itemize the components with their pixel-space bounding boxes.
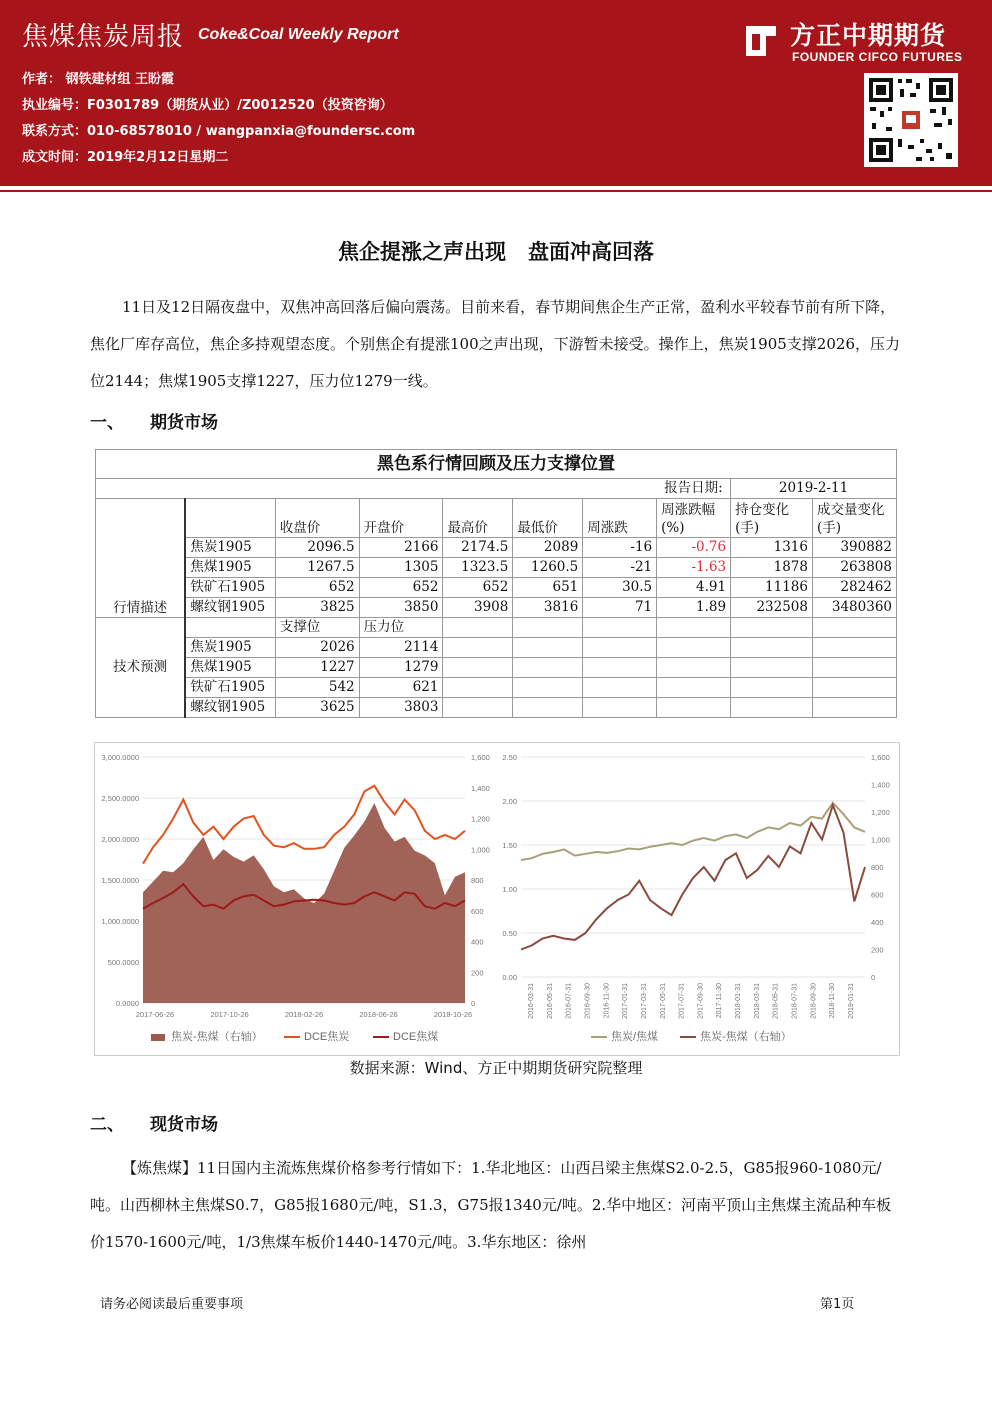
- cell-chg: -21: [583, 558, 657, 578]
- x-tick-label: 2018-11-30: [829, 983, 837, 1019]
- table-caption: 黑色系行情回顾及压力支撑位置: [96, 450, 897, 479]
- series-area: [143, 803, 465, 1003]
- header-oi-l2: (手): [735, 520, 760, 536]
- row-name: 焦炭1905: [185, 538, 275, 558]
- empty-cell: [657, 678, 731, 698]
- y-left-tick-label: 1,500.0000: [101, 876, 139, 885]
- x-tick-label: 2016-03-31: [528, 983, 535, 1019]
- empty-cell: [657, 618, 731, 638]
- x-tick-label: 2017-11-30: [716, 983, 724, 1019]
- cell-high: 3908: [443, 598, 513, 618]
- table-row: [96, 678, 897, 698]
- x-tick-label: 2016-11-30: [603, 983, 611, 1019]
- cell-vol: 390882: [812, 538, 896, 558]
- header-oi-change: [731, 499, 813, 538]
- cell-resist: 1279: [359, 658, 443, 678]
- date-line: 成文时间：2019年2月12日星期二: [22, 150, 229, 165]
- y-right-tick-label: 800: [871, 863, 884, 872]
- section-number: 一、: [90, 413, 124, 433]
- cell-pct: -1.63: [657, 558, 731, 578]
- section-spot-heading: [90, 1110, 218, 1135]
- legend-swatch: [151, 1034, 165, 1041]
- x-tick-label: 2018-03-31: [753, 983, 761, 1019]
- empty-cell: [583, 618, 657, 638]
- y-right-tick-label: 1,600: [471, 753, 490, 762]
- empty-cell: [731, 618, 813, 638]
- cell-support: 1227: [275, 658, 359, 678]
- chart-spread-left: [95, 743, 495, 1053]
- header-high: 最高价: [443, 499, 513, 538]
- y-left-tick-label: 0.00: [502, 973, 517, 982]
- empty-cell: [513, 638, 583, 658]
- header-blank: [185, 618, 275, 638]
- report-header: [0, 0, 992, 186]
- empty-cell: [812, 698, 896, 718]
- cell-vol: 263808: [812, 558, 896, 578]
- cell-low: 2089: [513, 538, 583, 558]
- footer-disclaimer: 请务必阅读最后重要事项: [100, 1297, 244, 1312]
- empty-cell: [513, 698, 583, 718]
- table-row: [96, 618, 897, 638]
- footer-page-number: 第1页: [820, 1297, 855, 1312]
- series-line: [521, 805, 865, 949]
- header-close: 收盘价: [275, 499, 359, 538]
- row-name: 螺纹钢1905: [185, 598, 275, 618]
- cell-chg: 71: [583, 598, 657, 618]
- header-blank: [185, 499, 275, 538]
- cell-oi: 1316: [731, 538, 813, 558]
- y-left-tick-label: 1,000.0000: [101, 917, 139, 926]
- company-name-cn: 方正中期期货: [790, 21, 947, 50]
- y-right-tick-label: 1,400: [871, 780, 890, 790]
- empty-cell: [583, 658, 657, 678]
- header-vol-l1: 成交量变化: [816, 502, 885, 518]
- blank-cell: [96, 479, 657, 499]
- x-tick-label: 2017-10-26: [210, 1010, 249, 1019]
- y-right-tick-label: 0: [871, 973, 876, 982]
- x-tick-label: 2018-10-26: [433, 1010, 473, 1019]
- section-title: 期货市场: [150, 413, 218, 433]
- header-weekly-pct-l2: (%): [661, 520, 685, 536]
- y-right-tick-label: 1,000: [471, 845, 490, 855]
- cell-resist: 621: [359, 678, 443, 698]
- row-name: 螺纹钢1905: [185, 698, 275, 718]
- section-number: 二、: [90, 1115, 124, 1135]
- y-left-tick-label: 2,500.0000: [101, 794, 139, 803]
- cell-chg: 30.5: [583, 578, 657, 598]
- row-name: 焦煤1905: [185, 558, 275, 578]
- cell-chg: -16: [583, 538, 657, 558]
- group-tech-forecast: 技术预测: [96, 618, 186, 718]
- x-tick-label: 2019-01-31: [848, 983, 855, 1019]
- y-left-tick-label: 0.0000: [116, 999, 139, 1008]
- y-right-tick-label: 1,200: [471, 814, 490, 824]
- y-left-tick-label: 1.00: [502, 885, 517, 894]
- cell-pct: 1.89: [657, 598, 731, 618]
- empty-cell: [812, 638, 896, 658]
- empty-cell: [657, 698, 731, 718]
- header-oi-l1: 持仓变化: [735, 502, 790, 518]
- x-tick-label: 2017-09-30: [697, 983, 705, 1019]
- empty-cell: [812, 618, 896, 638]
- empty-cell: [513, 678, 583, 698]
- cell-close: 3825: [275, 598, 359, 618]
- cell-support: 542: [275, 678, 359, 698]
- empty-cell: [731, 638, 813, 658]
- empty-cell: [812, 678, 896, 698]
- header-open: 开盘价: [359, 499, 443, 538]
- chart-ratio-right: [495, 743, 897, 1053]
- table-row: [96, 538, 897, 558]
- y-left-tick-label: 2.00: [502, 797, 517, 806]
- report-title-cn: 焦煤焦炭周报: [22, 22, 185, 52]
- cell-low: 1260.5: [513, 558, 583, 578]
- y-right-tick-label: 800: [471, 876, 484, 885]
- header-weekly-pct-l1: 周涨跌幅: [661, 502, 716, 518]
- empty-cell: [731, 678, 813, 698]
- empty-cell: [443, 678, 513, 698]
- row-name: 焦煤1905: [185, 658, 275, 678]
- group-market-desc: 行情描述: [96, 499, 186, 618]
- cell-resist: 3803: [359, 698, 443, 718]
- header-weekly-pct: [657, 499, 731, 538]
- x-tick-label: 2016-07-31: [565, 983, 573, 1019]
- empty-cell: [443, 638, 513, 658]
- empty-cell: [513, 618, 583, 638]
- empty-cell: [443, 658, 513, 678]
- company-name-en: FOUNDER CIFCO FUTURES: [792, 50, 963, 64]
- header-low: 最低价: [513, 499, 583, 538]
- x-tick-label: 2017-01-31: [622, 983, 630, 1019]
- qr-code-icon: [864, 73, 958, 167]
- series-line: [521, 803, 865, 860]
- y-right-tick-label: 400: [871, 918, 884, 927]
- report-title-en: Coke&Coal Weekly Report: [198, 26, 399, 43]
- x-tick-label: 2018-05-31: [772, 983, 780, 1019]
- y-right-tick-label: 1,200: [871, 808, 890, 817]
- contact-line: 联系方式：010-68578010 / wangpanxia@foundersc.com: [22, 124, 416, 139]
- y-right-tick-label: 0: [471, 999, 476, 1008]
- legend-label: DCE焦炭: [304, 1031, 350, 1043]
- y-left-tick-label: 3,000.0000: [101, 753, 139, 762]
- cell-vol: 3480360: [812, 598, 896, 618]
- report-date-label: 报告日期:: [657, 479, 731, 499]
- x-tick-label: 2018-07-31: [791, 983, 799, 1019]
- cell-open: 3850: [359, 598, 443, 618]
- legend-label: 焦炭-焦煤（右轴）: [700, 1031, 792, 1043]
- cell-oi: 1878: [731, 558, 813, 578]
- empty-cell: [583, 638, 657, 658]
- header-support: 支撑位: [275, 618, 359, 638]
- y-right-tick-label: 200: [471, 968, 484, 978]
- cell-open: 2166: [359, 538, 443, 558]
- row-name: 铁矿石1905: [185, 578, 275, 598]
- y-left-tick-label: 0.50: [502, 929, 517, 938]
- header-weekly-change: 周涨跌: [583, 499, 657, 538]
- cell-close: 652: [275, 578, 359, 598]
- report-date-value: 2019-2-11: [731, 479, 897, 499]
- cell-open: 652: [359, 578, 443, 598]
- table-row: [96, 598, 897, 618]
- y-left-tick-label: 500.0000: [107, 958, 139, 967]
- x-tick-label: 2016-05-31: [546, 983, 554, 1019]
- company-logo-icon: [744, 24, 778, 58]
- cell-vol: 282462: [812, 578, 896, 598]
- empty-cell: [812, 658, 896, 678]
- header-vol-l2: (手): [816, 520, 842, 536]
- intro-paragraph: 11日及12日隔夜盘中，双焦冲高回落后偏向震荡。目前来看，春节期间焦企生产正常，盈利水平较春节前有所下降，焦化厂库存高位，焦企多持观望态度。个别焦企有提涨100之声出现，下游暂未接受。操作上，焦炭1905支撑2026，压力位2144；焦煤1905支撑1227，压力位1279一线。: [90, 298, 900, 390]
- x-tick-label: 2018-09-30: [810, 983, 818, 1019]
- x-tick-label: 2016-09-30: [584, 983, 592, 1019]
- cell-pct: -0.76: [657, 538, 731, 558]
- license-line: 执业编号：F0301789（期货从业）/Z0012520（投资咨询）: [22, 98, 393, 113]
- empty-cell: [513, 658, 583, 678]
- data-source-note: 数据来源：Wind、方正中期期货研究院整理: [349, 1059, 643, 1077]
- y-left-tick-label: 2,000.0000: [101, 835, 139, 844]
- empty-cell: [657, 638, 731, 658]
- cell-resist: 2114: [359, 638, 443, 658]
- y-right-tick-label: 400: [471, 937, 484, 947]
- cell-close: 1267.5: [275, 558, 359, 578]
- y-right-tick-label: 200: [871, 945, 884, 955]
- header-resist: 压力位: [359, 618, 443, 638]
- table-row: [96, 578, 897, 598]
- y-right-tick-label: 1,600: [871, 753, 890, 762]
- x-tick-label: 2018-02-26: [284, 1010, 324, 1019]
- author-line: 作者： 钢铁建材组 王盼霞: [22, 72, 175, 87]
- cell-high: 1323.5: [443, 558, 513, 578]
- header-vol-change: [812, 499, 896, 538]
- cell-oi: 11186: [731, 578, 813, 598]
- y-right-tick-label: 1,400: [471, 783, 490, 793]
- empty-cell: [731, 658, 813, 678]
- x-tick-label: 2017-03-31: [640, 983, 648, 1019]
- table-row: [96, 558, 897, 578]
- legend-label: 焦炭-焦煤（右轴）: [171, 1031, 263, 1043]
- article-title: 焦企提涨之声出现 盘面冲高回落: [338, 240, 654, 264]
- cell-pct: 4.91: [657, 578, 731, 598]
- table-row: [96, 698, 897, 718]
- cell-support: 3625: [275, 698, 359, 718]
- empty-cell: [443, 618, 513, 638]
- x-tick-label: 2017-05-31: [659, 983, 667, 1019]
- legend-label: DCE焦煤: [393, 1031, 439, 1043]
- y-right-tick-label: 1,000: [871, 835, 890, 845]
- table-row: [96, 638, 897, 658]
- cell-open: 1305: [359, 558, 443, 578]
- cell-high: 2174.5: [443, 538, 513, 558]
- row-name: 焦炭1905: [185, 638, 275, 658]
- cell-high: 652: [443, 578, 513, 598]
- x-tick-label: 2017-07-31: [678, 983, 686, 1019]
- y-left-tick-label: 2.50: [502, 753, 517, 762]
- spot-paragraph: 【炼焦煤】11日国内主流炼焦煤价格参考行情如下：1.华北地区：山西吕梁主焦煤S2.0-2.5，G85报960-1080元/吨。山西柳林主焦煤S0.7，G85报1680元/吨，S1.3，G75报1340元/吨。2.华中地区：河南平顶山主焦煤主流品种车板价1570-1600元/吨，1/3焦煤车板价1440-1470元/吨。3.华东地区：徐州: [90, 1159, 892, 1251]
- cell-close: 2096.5: [275, 538, 359, 558]
- x-tick-label: 2018-01-31: [735, 983, 743, 1019]
- legend-label: 焦炭/焦煤: [611, 1031, 659, 1043]
- charts-panel: [94, 742, 900, 1056]
- cell-support: 2026: [275, 638, 359, 658]
- section-title: 现货市场: [150, 1115, 218, 1135]
- empty-cell: [583, 678, 657, 698]
- y-right-tick-label: 600: [471, 906, 484, 916]
- header-rule: [0, 190, 992, 192]
- cell-low: 651: [513, 578, 583, 598]
- y-right-tick-label: 600: [871, 890, 884, 900]
- empty-cell: [657, 658, 731, 678]
- cell-low: 3816: [513, 598, 583, 618]
- x-tick-label: 2018-06-26: [359, 1010, 398, 1019]
- empty-cell: [583, 698, 657, 718]
- row-name: 铁矿石1905: [185, 678, 275, 698]
- empty-cell: [443, 698, 513, 718]
- market-review-table: [95, 449, 897, 718]
- empty-cell: [731, 698, 813, 718]
- table-row: [96, 658, 897, 678]
- section-futures-heading: [90, 408, 218, 433]
- x-tick-label: 2017-06-26: [135, 1010, 175, 1019]
- cell-oi: 232508: [731, 598, 813, 618]
- y-left-tick-label: 1.50: [502, 841, 517, 850]
